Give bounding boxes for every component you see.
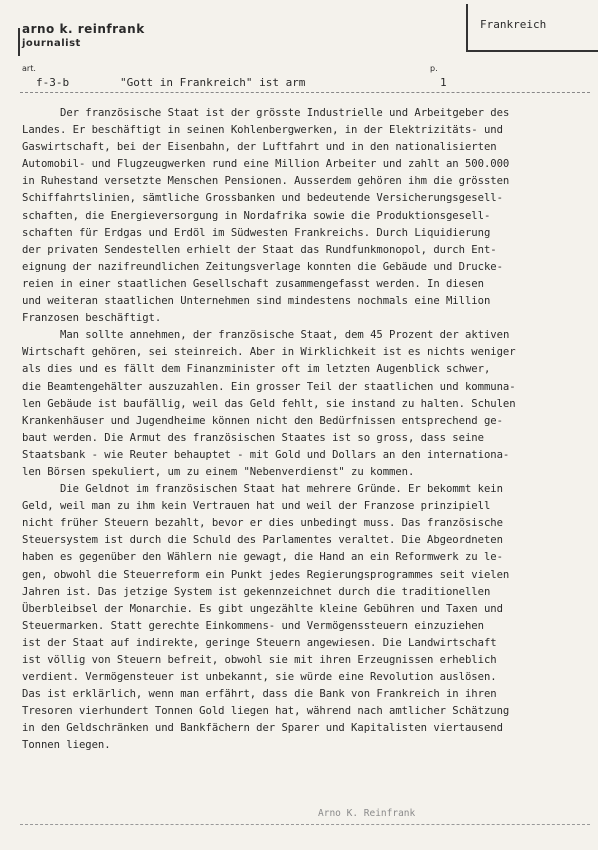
body-line: haben es gegenüber den Wählern nie gewagt, die Hand an ein Reformwerk zu le- bbox=[22, 551, 503, 564]
body-line: eignung der nazifreundlichen Zeitungsverlage konnten die Gebäude und Drucke- bbox=[22, 260, 503, 273]
body-line: der privaten Sendestellen erhielt der Staat das Rundfunkmonopol, durch Ent- bbox=[22, 243, 497, 256]
body-line: schaften, die Energieversorgung in Nordafrika sowie die Produktionsgesell- bbox=[22, 209, 491, 222]
signature: Arno K. Reinfrank bbox=[318, 808, 416, 819]
body-line: Landes. Er beschäftigt in seinen Kohlenbergwerken, in der Elektrizitäts- und bbox=[22, 124, 503, 137]
body-line: und weiteran staatlichen Unternehmen sind mindestens nochmals eine Million bbox=[22, 295, 491, 308]
body-line: ist völlig von Steuern befreit, obwohl sie mit ihren Erzeugnissen erheblich bbox=[22, 654, 497, 666]
page-label: p. bbox=[430, 64, 438, 73]
body-line: Steuersystem ist durch die Schuld des Parlamentes veraltet. Die Abgeordneten bbox=[22, 534, 503, 547]
body-line: Die Geldnot im französischen Staat hat mehrere Gründe. Er bekommt kein bbox=[60, 483, 503, 496]
body-line: Wirtschaft gehören, sei steinreich. Aber in Wirklichkeit ist es nichts weniger bbox=[22, 346, 516, 359]
body-line: Der französische Staat ist der grösste Industrielle und Arbeitgeber des bbox=[60, 107, 510, 119]
body-line: baut werden. Die Armut des französischen Staates ist so gross, dass seine bbox=[22, 431, 484, 444]
body-line: als dies und es fällt dem Finanzminister oft im letzten Augenblick schwer, bbox=[22, 363, 491, 376]
body-line: Steuermarken. Statt gerechte Einkommens- und Vermögenssteuern einzuziehen bbox=[22, 619, 484, 632]
letterhead-rule bbox=[18, 28, 20, 56]
body-line: len Gebäude ist baufällig, weil das Geld fehlt, sie instand zu halten. Schulen bbox=[22, 397, 516, 410]
body-line: gen, obwohl die Steuerreform ein Punkt jedes Regierungsprogrammes seit vielen bbox=[22, 568, 510, 581]
body-line: verdient. Vermögensteuer ist unbekannt, sie würde eine Revolution auslösen. bbox=[22, 671, 497, 684]
article-title: "Gott in Frankreich" ist arm bbox=[120, 76, 306, 89]
body-line: in den Geldschränken und Bankfächern der Sparer und Kapitalisten viertausend bbox=[22, 722, 503, 735]
header-divider bbox=[20, 92, 590, 93]
body-line: Geld, weil man zu ihm kein Vertrauen hat und weil der Franzose prinzipiell bbox=[22, 500, 491, 513]
country-label: Frankreich bbox=[480, 18, 547, 31]
body-line: len Börsen spekuliert, um zu einem "Nebenverdienst" zu kommen. bbox=[22, 465, 415, 478]
art-label: art. bbox=[22, 64, 36, 73]
body-line: Automobil- und Flugzeugwerken rund eine Million Arbeiter und zahlt an 500.000 bbox=[22, 158, 510, 171]
body-line: Staatsbank - wie Reuter behauptet - mit Gold und Dollars an den internationa- bbox=[22, 448, 510, 461]
footer-divider bbox=[20, 824, 590, 825]
article-number: f-3-b bbox=[36, 76, 70, 89]
body-line: reien in einer staatlichen Gesellschaft zusammengefasst werden. In diesen bbox=[22, 277, 484, 290]
body-line: Franzosen beschäftigt. bbox=[22, 312, 162, 325]
body-line: schaften für Erdgas und Erdöl im Südwesten Frankreichs. Durch Liquidierung bbox=[22, 226, 491, 239]
body-line: Überbleibsel der Monarchie. Es gibt ungezählte kleine Gebühren und Taxen und bbox=[22, 602, 503, 615]
body-line: Man sollte annehmen, der französische Staat, dem 45 Prozent der aktiven bbox=[60, 329, 510, 342]
body-line: Das ist erklärlich, wenn man erfährt, dass die Bank von Frankreich in ihren bbox=[22, 688, 497, 701]
body-line: Tresoren vierhundert Tonnen Gold liegen hat, während nach amtlicher Schätzung bbox=[22, 705, 510, 718]
body-line: Tonnen liegen. bbox=[22, 739, 111, 752]
body-line: die Beamtengehälter auszuzahlen. Ein grosser Teil der staatlichen und kommuna- bbox=[22, 380, 516, 393]
body-line: ist der Staat auf indirekte, geringe Steuern angewiesen. Die Landwirtschaft bbox=[22, 636, 497, 649]
body-line: Krankenhäuser und Jugendheime können nicht den Bedürfnissen entsprechend ge- bbox=[22, 414, 503, 427]
body-line: nicht früher Steuern bezahlt, bevor er dies unbedingt muss. Das französische bbox=[22, 517, 503, 530]
page-number: 1 bbox=[440, 76, 447, 89]
letterhead-role: journalist bbox=[22, 38, 81, 49]
body-line: Jahren ist. Das jetzige System ist gekennzeichnet durch die traditionellen bbox=[22, 585, 491, 598]
body-line: Schiffahrtslinien, sämtliche Grossbanken und bedeutende Versicherungsgesell- bbox=[22, 192, 503, 205]
article-body bbox=[22, 105, 590, 755]
letterhead-name: arno k. reinfrank bbox=[22, 22, 145, 36]
body-line: in Ruhestand versetzte Menschen Pensionen. Ausserdem gehören ihm die grössten bbox=[22, 175, 510, 188]
body-line: Gaswirtschaft, bei der Eisenbahn, der Luftfahrt und in den nationalisierten bbox=[22, 141, 497, 154]
